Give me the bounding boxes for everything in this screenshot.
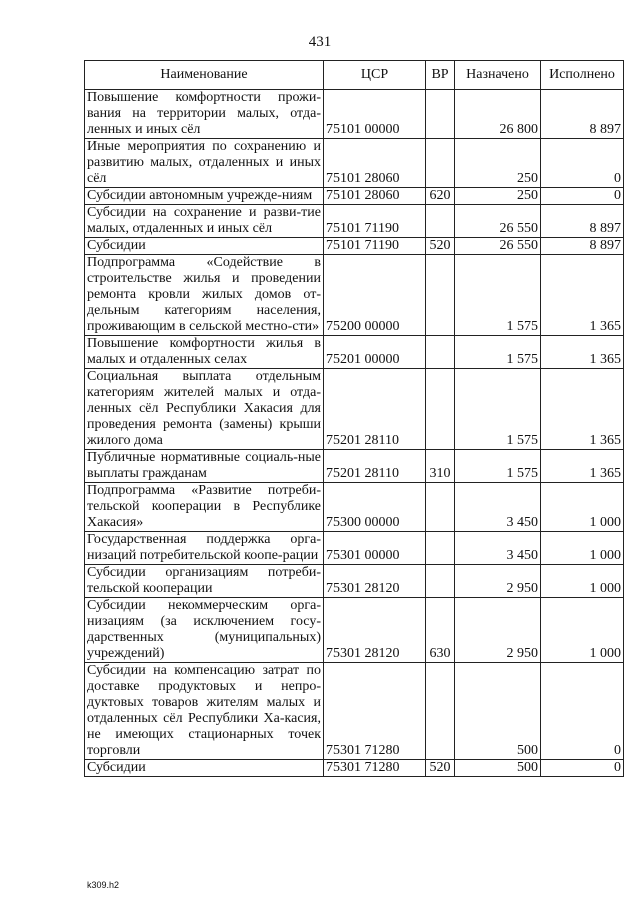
row-name: Социальная выплата отдельным категориям жителей малых и отда-ленных сёл Республики Хакасия для проведения ремонта (замены) крыши жилого дома: [85, 369, 324, 450]
row-assigned: 26 550: [455, 238, 541, 255]
table-row: [85, 598, 624, 663]
row-name: Субсидии на компенсацию затрат по доставке продуктовых и непро-дуктовых товаров жителям малых и отдаленных сёл Республики Ха-касия, не имеющих стационарных точек торговли: [85, 663, 324, 760]
column-header-code: ЦСР: [324, 61, 426, 90]
row-executed: 8 897: [541, 238, 624, 255]
row-assigned: 2 950: [455, 565, 541, 598]
row-name: Повышение комфортности прожи-вания на территории малых, отда-ленных и иных сёл: [85, 90, 324, 139]
row-assigned: 3 450: [455, 532, 541, 565]
row-assigned: 1 575: [455, 450, 541, 483]
row-vr: [426, 663, 455, 760]
row-code: 75301 71280: [324, 663, 426, 760]
row-assigned: 1 575: [455, 336, 541, 369]
row-code: 75301 28120: [324, 598, 426, 663]
column-header-assigned: Назначено: [455, 61, 541, 90]
row-executed: 8 897: [541, 205, 624, 238]
table-row: [85, 663, 624, 760]
row-vr: [426, 369, 455, 450]
table-row: [85, 369, 624, 450]
row-vr: [426, 483, 455, 532]
row-executed: 0: [541, 188, 624, 205]
row-name: Субсидии: [85, 238, 324, 255]
row-name: Субсидии: [85, 760, 324, 777]
row-executed: 1 365: [541, 255, 624, 336]
table-row: [85, 483, 624, 532]
table-row: [85, 205, 624, 238]
budget-table: [84, 60, 624, 777]
table-row: [85, 238, 624, 255]
row-vr: [426, 565, 455, 598]
row-executed: 0: [541, 663, 624, 760]
column-header-executed: Исполнено: [541, 61, 624, 90]
row-assigned: 26 800: [455, 90, 541, 139]
row-executed: 1 365: [541, 369, 624, 450]
table-row: [85, 532, 624, 565]
row-executed: 1 000: [541, 598, 624, 663]
row-assigned: 1 575: [455, 369, 541, 450]
table-row: [85, 255, 624, 336]
row-code: 75101 00000: [324, 90, 426, 139]
row-code: 75101 28060: [324, 188, 426, 205]
row-assigned: 1 575: [455, 255, 541, 336]
footer-document-code: k309.h2: [87, 880, 120, 890]
row-code: 75200 00000: [324, 255, 426, 336]
row-name: Подпрограмма «Содействие в строительстве жилья и проведении ремонта кровли жилых домов от-дельным категориям населения, проживающим в сельской местно-сти»: [85, 255, 324, 336]
row-code: 75201 00000: [324, 336, 426, 369]
row-executed: 0: [541, 760, 624, 777]
row-code: 75101 28060: [324, 139, 426, 188]
row-assigned: 500: [455, 760, 541, 777]
row-vr: [426, 532, 455, 565]
row-name: Субсидии автономным учрежде-ниям: [85, 188, 324, 205]
row-executed: 1 365: [541, 336, 624, 369]
row-code: 75301 71280: [324, 760, 426, 777]
row-assigned: 500: [455, 663, 541, 760]
row-executed: 0: [541, 139, 624, 188]
row-name: Субсидии на сохранение и разви-тие малых, отдаленных и иных сёл: [85, 205, 324, 238]
row-vr: [426, 205, 455, 238]
row-assigned: 2 950: [455, 598, 541, 663]
table-row: [85, 760, 624, 777]
row-name: Повышение комфортности жилья в малых и отдаленных селах: [85, 336, 324, 369]
row-code: 75201 28110: [324, 450, 426, 483]
row-code: 75101 71190: [324, 238, 426, 255]
table-row: [85, 336, 624, 369]
table-row: [85, 565, 624, 598]
page-number: 431: [308, 34, 332, 50]
row-vr: 310: [426, 450, 455, 483]
row-assigned: 250: [455, 188, 541, 205]
row-code: 75301 28120: [324, 565, 426, 598]
row-assigned: 250: [455, 139, 541, 188]
row-executed: 1 000: [541, 532, 624, 565]
row-assigned: 3 450: [455, 483, 541, 532]
row-vr: [426, 336, 455, 369]
table-row: [85, 450, 624, 483]
row-vr: 520: [426, 238, 455, 255]
row-code: 75301 00000: [324, 532, 426, 565]
row-name: Государственная поддержка орга-низаций потребительской коопе-рации: [85, 532, 324, 565]
row-name: Субсидии некоммерческим орга-низациям (за исключением госу-дарственных (муниципальных) учреждений): [85, 598, 324, 663]
table-row: [85, 188, 624, 205]
table-row: [85, 139, 624, 188]
row-assigned: 26 550: [455, 205, 541, 238]
row-name: Публичные нормативные социаль-ные выплаты гражданам: [85, 450, 324, 483]
table-header-row: [85, 61, 624, 90]
row-executed: 1 000: [541, 565, 624, 598]
row-code: 75300 00000: [324, 483, 426, 532]
row-executed: 1 000: [541, 483, 624, 532]
row-vr: 620: [426, 188, 455, 205]
row-vr: [426, 139, 455, 188]
column-header-name: Наименование: [85, 61, 324, 90]
row-code: 75201 28110: [324, 369, 426, 450]
row-executed: 8 897: [541, 90, 624, 139]
row-code: 75101 71190: [324, 205, 426, 238]
row-name: Субсидии организациям потреби-тельской кооперации: [85, 565, 324, 598]
row-vr: 520: [426, 760, 455, 777]
column-header-vr: ВР: [426, 61, 455, 90]
row-vr: [426, 90, 455, 139]
row-name: Иные мероприятия по сохранению и развитию малых, отдаленных и иных сёл: [85, 139, 324, 188]
row-executed: 1 365: [541, 450, 624, 483]
row-vr: [426, 255, 455, 336]
table-row: [85, 90, 624, 139]
row-vr: 630: [426, 598, 455, 663]
row-name: Подпрограмма «Развитие потреби-тельской кооперации в Республике Хакасия»: [85, 483, 324, 532]
